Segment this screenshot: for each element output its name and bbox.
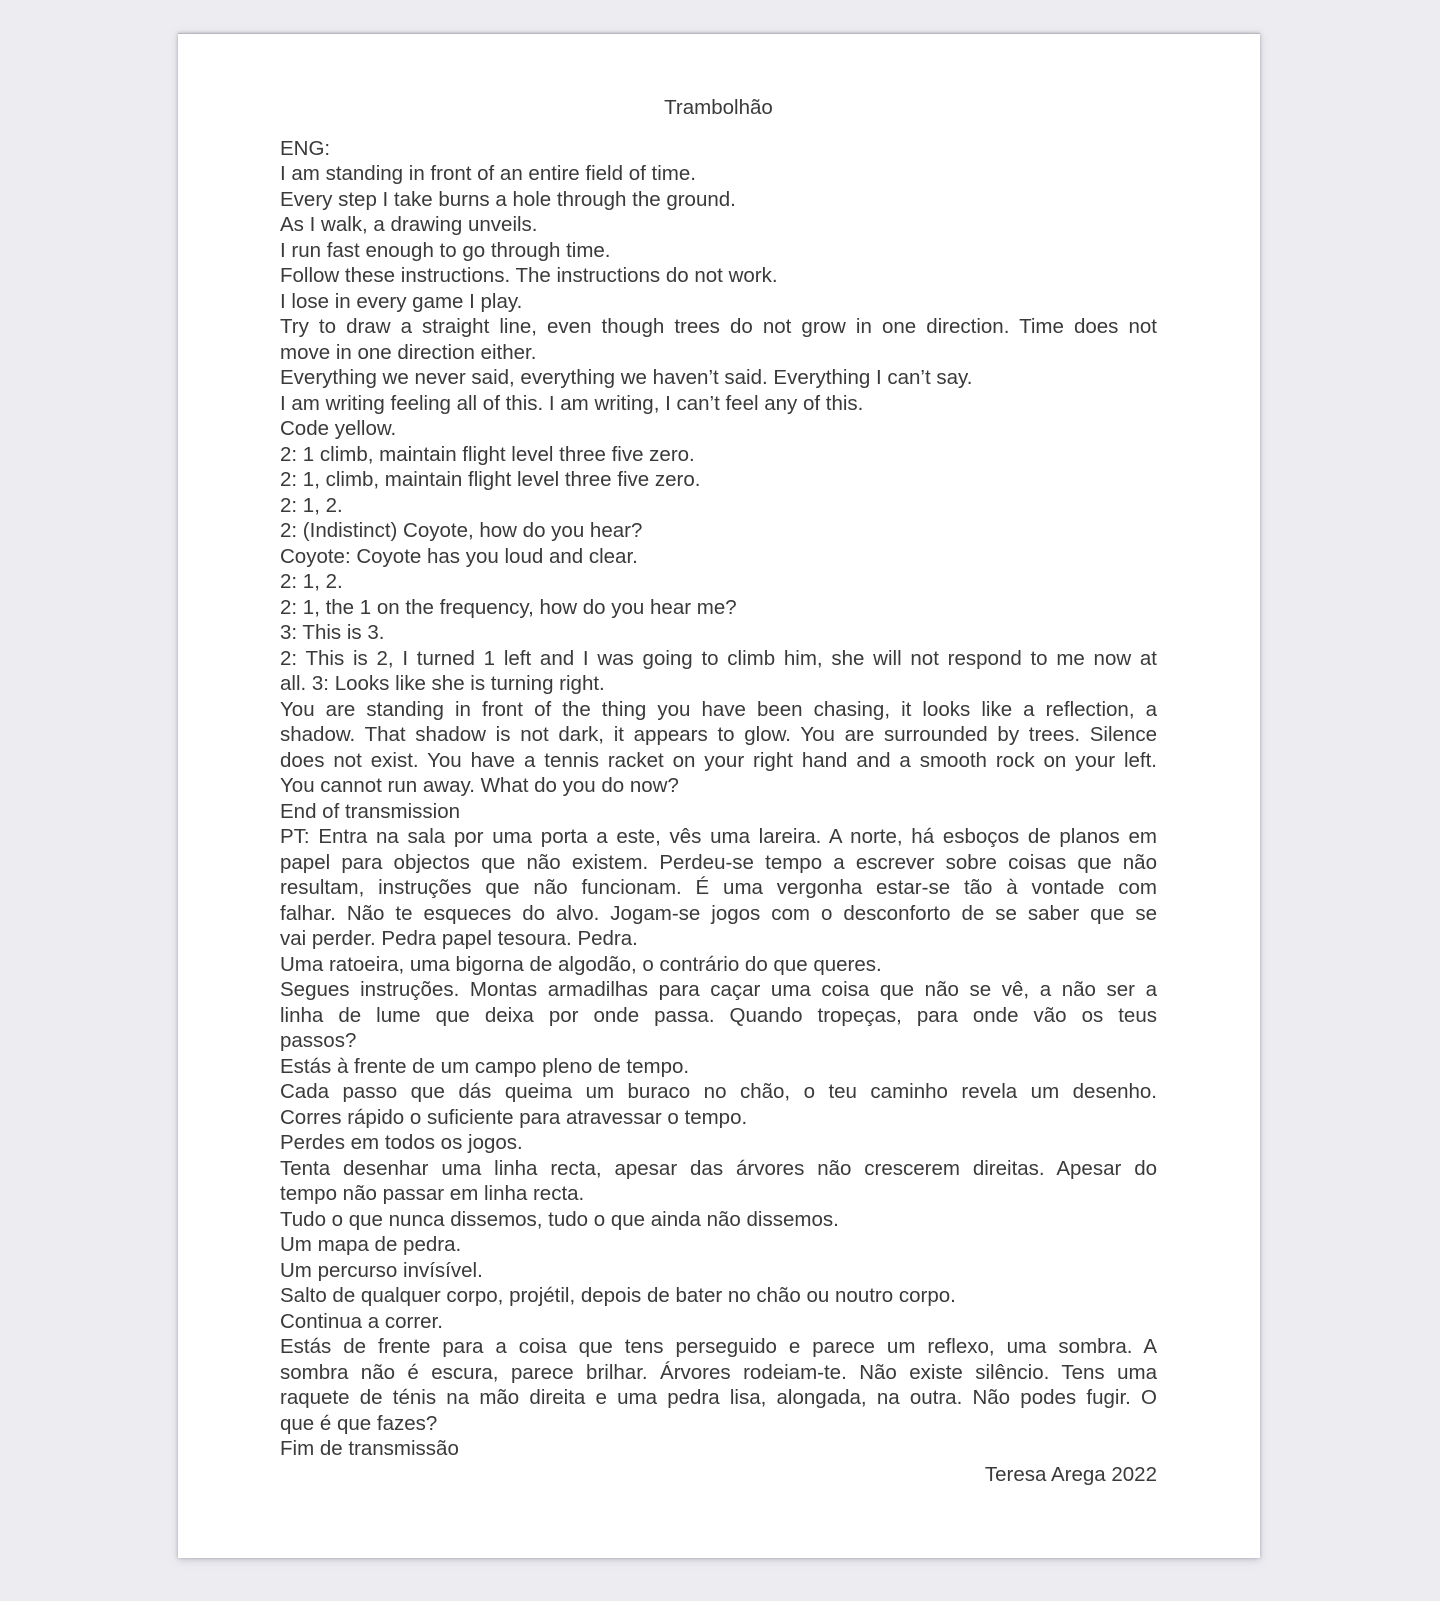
text-line: Estás de frente para a coisa que tens perseguido e parece um reflexo, uma sombra. A: [280, 1335, 1157, 1358]
text-line: Try to draw a straight line, even though trees do not grow in one direction. Time does not: [280, 315, 1157, 338]
text-line: You are standing in front of the thing you have been chasing, it looks like a reflection, a: [280, 697, 1157, 721]
text-line: move in one direction either.: [280, 340, 537, 364]
text-line: Salto de qualquer corpo, projétil, depois de bater no chão ou noutro corpo.: [280, 1284, 956, 1307]
text-line: I am standing in front of an entire field of time.: [280, 162, 696, 185]
text-line: Every step I take burns a hole through the ground.: [280, 187, 736, 211]
text-line: does not exist. You have a tennis racket on your right hand and a smooth rock on your left.: [280, 748, 1157, 772]
text-line: I run fast enough to go through time.: [280, 238, 611, 262]
text-line: Perdes em todos os jogos.: [280, 1131, 523, 1154]
text-line: 2: 1, the 1 on the frequency, how do you hear me?: [280, 595, 737, 619]
text-line: Tudo o que nunca dissemos, tudo o que ainda não dissemos.: [280, 1207, 839, 1231]
text-line: Code yellow.: [280, 417, 397, 440]
text-line: As I walk, a drawing unveils.: [280, 213, 538, 236]
text-line: falhar. Não te esqueces do alvo. Jogam-se jogos com o desconforto de se saber que se: [280, 901, 1157, 925]
text-line: PT: Entra na sala por uma porta a este, vês uma lareira. A norte, há esboços de planos em: [280, 825, 1157, 848]
text-line: 2: 1, climb, maintain flight level three five zero.: [280, 468, 701, 491]
document-body: [280, 136, 1157, 1488]
text-line: Follow these instructions. The instructions do not work.: [280, 264, 778, 287]
text-line: linha de lume que deixa por onde passa. Quando tropeças, para onde vão os teus: [280, 1003, 1157, 1027]
text-line: Um mapa de pedra.: [280, 1233, 462, 1256]
text-line: passos?: [280, 1029, 357, 1052]
text-line: Estás à frente de um campo pleno de tempo.: [280, 1054, 690, 1078]
text-line: Cada passo que dás queima um buraco no chão, o teu caminho revela um desenho.: [280, 1080, 1157, 1103]
text-line: Corres rápido o suficiente para atravessar o tempo.: [280, 1105, 748, 1129]
text-line: Everything we never said, everything we haven’t said. Everything I can’t say.: [280, 366, 973, 389]
text-line: Teresa Arega 2022: [984, 1462, 1157, 1486]
text-line: tempo não passar em linha recta.: [280, 1182, 585, 1205]
text-line: 2: 1, 2.: [280, 493, 343, 517]
text-line: 2: 1, 2.: [280, 570, 343, 593]
text-line: sombra não é escura, parece brilhar. Árvores rodeiam-te. Não existe silêncio. Tens uma: [280, 1360, 1157, 1384]
text-line: 2: This is 2, I turned 1 left and I was going to climb him, she will not respond to me now at: [280, 646, 1157, 670]
text-line: I am writing feeling all of this. I am writing, I can’t feel any of this.: [280, 391, 864, 415]
text-line: 2: (Indistinct) Coyote, how do you hear?: [280, 519, 643, 542]
text-line: Coyote: Coyote has you loud and clear.: [280, 544, 638, 568]
text-line: Uma ratoeira, uma bigorna de algodão, o contrário do que queres.: [280, 952, 882, 976]
text-line: all. 3: Looks like she is turning right.: [280, 672, 605, 695]
text-line: I lose in every game I play.: [280, 289, 523, 313]
text-line: Um percurso invísível.: [280, 1258, 483, 1282]
text-line: ENG:: [280, 136, 331, 160]
text-line: raquete de ténis na mão direita e uma pedra lisa, alongada, na outra. Não podes fugir. O: [280, 1386, 1157, 1409]
text-line: resultam, instruções que não funcionam. É uma vergonha estar-se tão à vontade com: [280, 876, 1157, 899]
text-line: 3: This is 3.: [280, 621, 385, 644]
text-line: Tenta desenhar uma linha recta, apesar das árvores não crescerem direitas. Apesar do: [280, 1156, 1157, 1180]
text-line: Continua a correr.: [280, 1309, 443, 1333]
text-line: que é que fazes?: [280, 1411, 438, 1435]
text-line: vai perder. Pedra papel tesoura. Pedra.: [280, 927, 638, 950]
text-line: papel para objectos que não existem. Perdeu-se tempo a escrever sobre coisas que não: [280, 850, 1157, 874]
text-line: You cannot run away. What do you do now?: [280, 774, 679, 797]
text-line: 2: 1 climb, maintain flight level three five zero.: [280, 442, 695, 466]
text-line: End of transmission: [280, 799, 461, 823]
document-page: [178, 33, 1260, 1558]
text-line: Segues instruções. Montas armadilhas para caçar uma coisa que não se vê, a não ser a: [280, 978, 1157, 1001]
text-line: Fim de transmissão: [280, 1437, 459, 1460]
document-title: Trambolhão: [664, 96, 773, 119]
text-line: shadow. That shadow is not dark, it appears to glow. You are surrounded by trees. Silence: [280, 723, 1157, 746]
